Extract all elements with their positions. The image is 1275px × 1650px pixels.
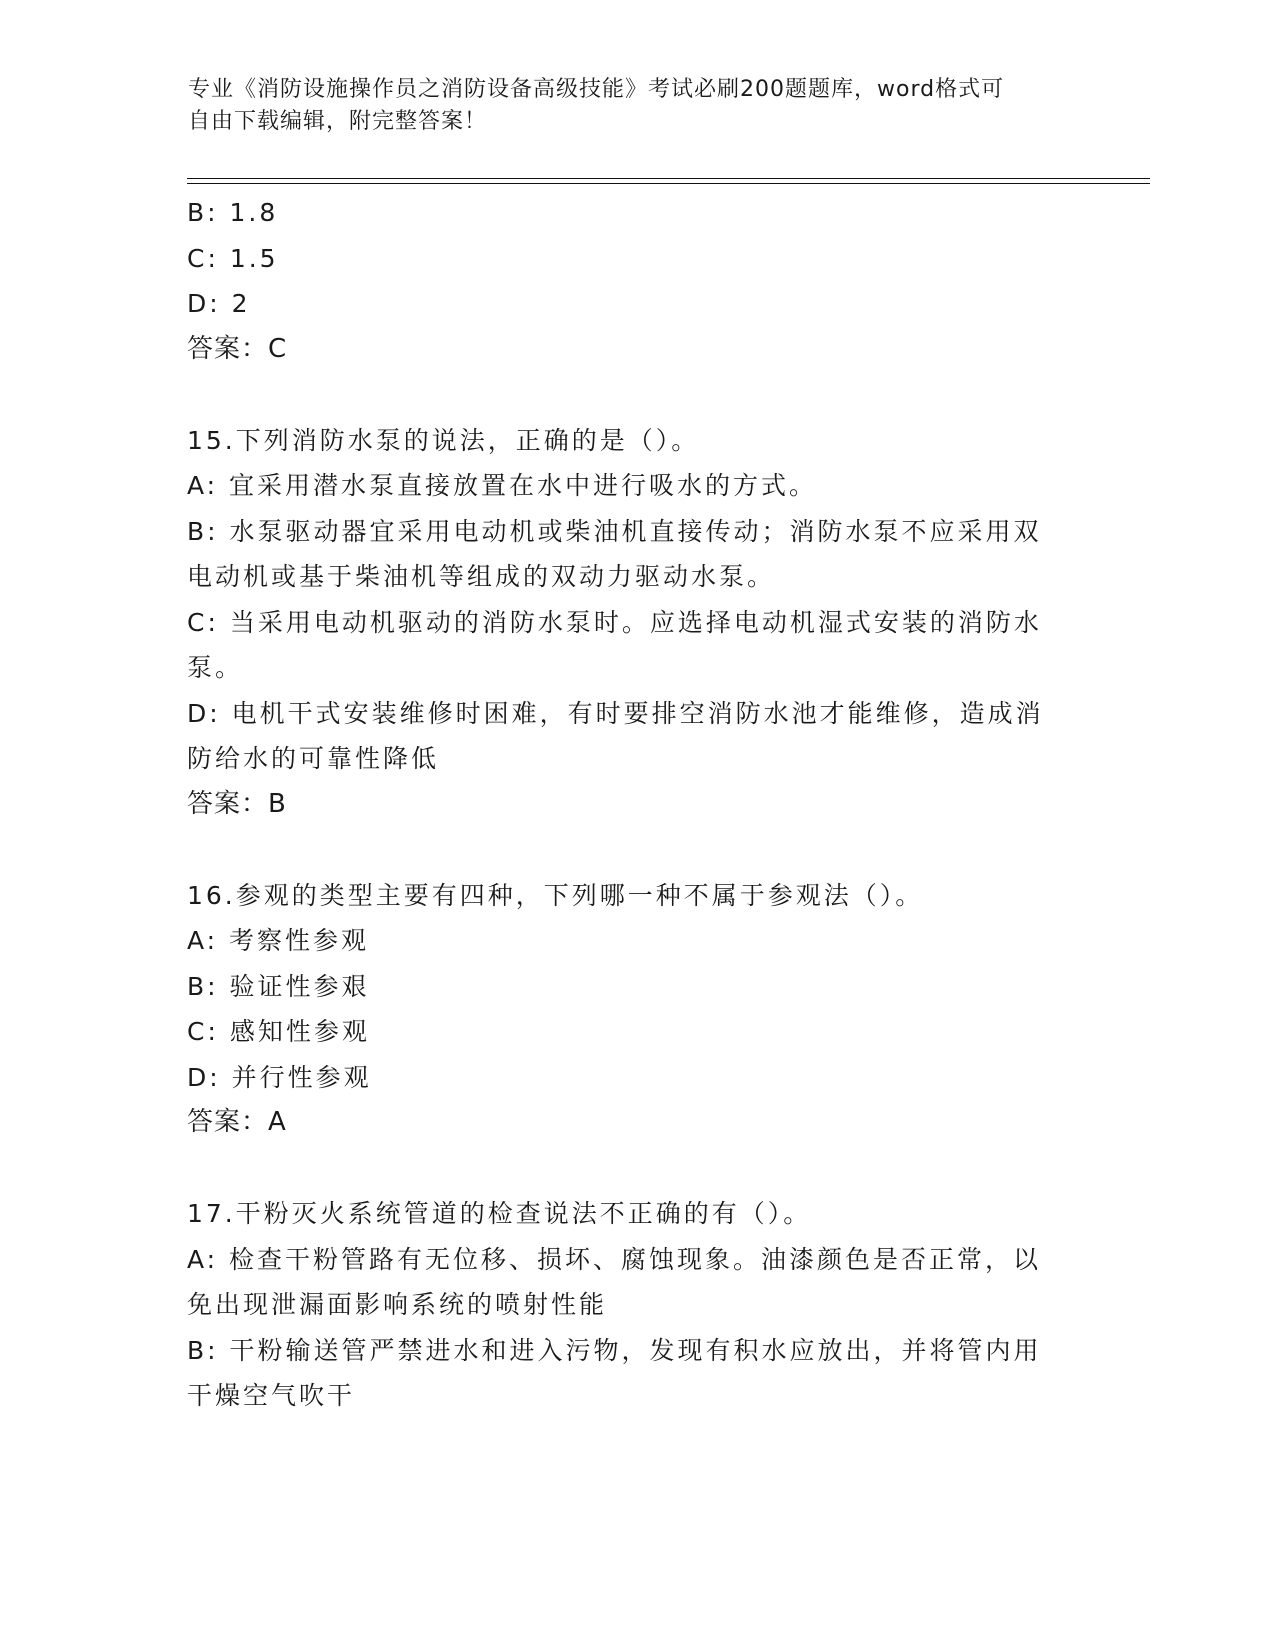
q14-option-c: C: 1.5 [187, 243, 279, 273]
header-line-1: 专业《消防设施操作员之消防设备高级技能》考试必刷200题题库，word格式可 [188, 77, 1005, 102]
document-header [188, 74, 1068, 138]
q15-option-b-line-1: B: 水泵驱动器宜采用电动机或柴油机直接传动；消防水泵不应采用双 [187, 516, 1042, 546]
q16-option-a: A: 考察性参观 [187, 926, 370, 955]
q16-option-d: D: 并行性参观 [187, 1062, 372, 1092]
q15-option-d-line-2: 防给水的可靠性降低 [187, 744, 440, 773]
q17-option-b-line-1: B: 干粉输送管严禁进水和进入污物，发现有积水应放出，并将管内用 [187, 1335, 1042, 1365]
q14-option-d: D: 2 [187, 289, 251, 318]
q16-question: 16.参观的类型主要有四种，下列哪一种不属于参观法（）。 [187, 880, 924, 910]
q15-question: 15.下列消防水泵的说法，正确的是（）。 [187, 425, 700, 455]
q15-option-a: A: 宜采用潜水泵直接放置在水中进行吸水的方式。 [187, 471, 818, 500]
spacer [187, 827, 1087, 873]
q14-answer: 答案：C [187, 333, 288, 364]
q15-option-c-line-1: C: 当采用电动机驱动的消防水泵时。应选择电动机湿式安装的消防水 [187, 607, 1042, 637]
q15-option-d-line-1: D: 电机干式安装维修时困难，有时要排空消防水池才能维修，造成消 [187, 698, 1044, 728]
spacer [187, 372, 1087, 418]
q17-question: 17.干粉灭火系统管道的检查说法不正确的有（）。 [187, 1199, 812, 1228]
spacer [187, 1146, 1087, 1192]
document-body [187, 190, 1087, 1419]
q16-option-c: C: 感知性参观 [187, 1017, 370, 1046]
q17-option-a-line-2: 免出现泄漏面影响系统的喷射性能 [187, 1290, 608, 1319]
q17-option-a-line-1: A: 检查干粉管路有无位移、损坏、腐蚀现象。油漆颜色是否正常，以 [187, 1244, 1042, 1274]
q14-option-b: B: 1.8 [187, 198, 279, 227]
q15-option-b-line-2: 电动机或基于柴油机等组成的双动力驱动水泵。 [187, 562, 776, 591]
q17-option-b-line-2: 干燥空气吹干 [187, 1381, 356, 1410]
header-rule-top [187, 178, 1150, 179]
q16-answer: 答案：A [187, 1107, 287, 1137]
header-line-2: 自由下载编辑，附完整答案！ [188, 109, 488, 134]
header-rule-bottom [187, 183, 1150, 184]
q15-answer: 答案：B [187, 788, 287, 819]
q15-option-c-line-2: 泵。 [187, 653, 244, 682]
q16-option-b: B: 验证性参艰 [187, 971, 370, 1001]
